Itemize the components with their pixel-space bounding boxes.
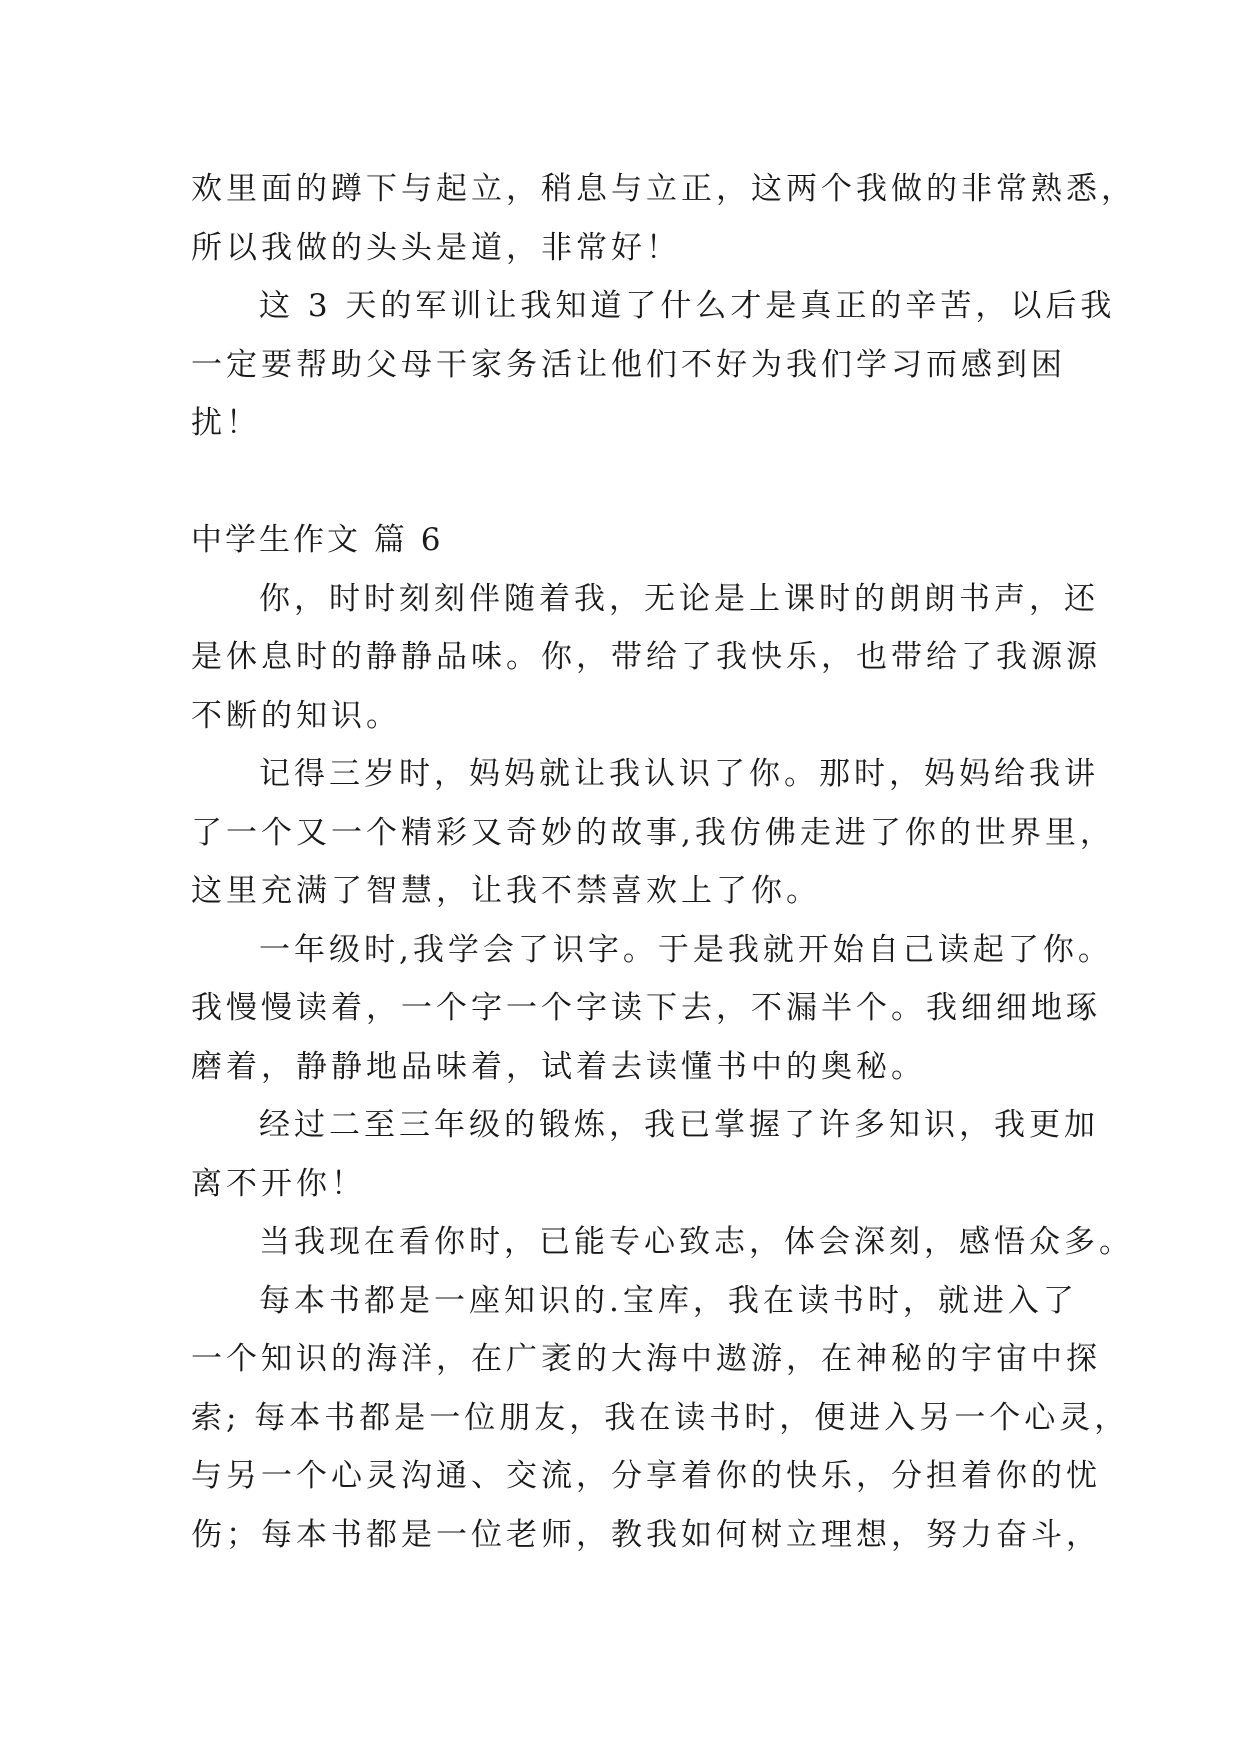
paragraph-line: 不断的知识。 xyxy=(191,697,401,734)
paragraph-line: 欢里面的蹲下与起立，稍息与立正，这两个我做的非常熟悉， xyxy=(191,171,1136,207)
paragraph-line: 一个知识的海洋，在广袤的大海中遨游，在神秘的宇宙中探 xyxy=(191,1341,1101,1377)
paragraph-line: 经过二至三年级的锻炼，我已掌握了许多知识，我更加 xyxy=(259,1107,1099,1143)
paragraph-line: 当我现在看你时，已能专心致志，体会深刻，感悟众多。 xyxy=(259,1224,1134,1260)
document-body xyxy=(191,160,1136,1564)
paragraph-line: 我慢慢读着，一个字一个字读下去，不漏半个。我细细地琢 xyxy=(191,990,1101,1026)
paragraph-line: 索; 每本书都是一位朋友，我在读书时，便进入另一个心灵， xyxy=(191,1399,1130,1436)
section-spacer xyxy=(191,453,1071,512)
paragraph-line: 记得三岁时，妈妈就让我认识了你。那时，妈妈给我讲 xyxy=(259,756,1099,792)
paragraph-line: 离不开你！ xyxy=(191,1165,366,1202)
paragraph-line: 扰！ xyxy=(191,405,261,441)
paragraph-line: 这 3 天的军训让我知道了什么才是真正的辛苦，以后我 xyxy=(259,288,1116,324)
paragraph-line: 伤；每本书都是一位老师，教我如何树立理想，努力奋斗， xyxy=(191,1516,1101,1553)
paragraph-line: 磨着，静静地品味着，试着去读懂书中的奥秘。 xyxy=(191,1048,926,1085)
section-heading: 中学生作文 篇 6 xyxy=(191,522,444,558)
paragraph-line: 与另一个心灵沟通、交流，分享着你的快乐，分担着你的忧 xyxy=(191,1458,1101,1494)
paragraph-line: 一定要帮助父母干家务活让他们不好为我们学习而感到困 xyxy=(191,346,1066,383)
paragraph-line: 你，时时刻刻伴随着我，无论是上课时的朗朗书声，还 xyxy=(259,580,1099,617)
paragraph-line: 是休息时的静静品味。你，带给了我快乐，也带给了我源源 xyxy=(191,639,1101,675)
paragraph-line: 一年级时,我学会了识字。于是我就开始自己读起了你。 xyxy=(259,931,1113,968)
paragraph-line: 每本书都是一座知识的.宝库，我在读书时，就进入了 xyxy=(259,1282,1078,1319)
paragraph-line: 所以我做的头头是道，非常好！ xyxy=(191,229,681,266)
paragraph-line: 这里充满了智慧，让我不禁喜欢上了你。 xyxy=(191,873,821,909)
paragraph-line: 了一个又一个精彩又奇妙的故事,我仿佛走进了你的世界里， xyxy=(191,814,1115,851)
